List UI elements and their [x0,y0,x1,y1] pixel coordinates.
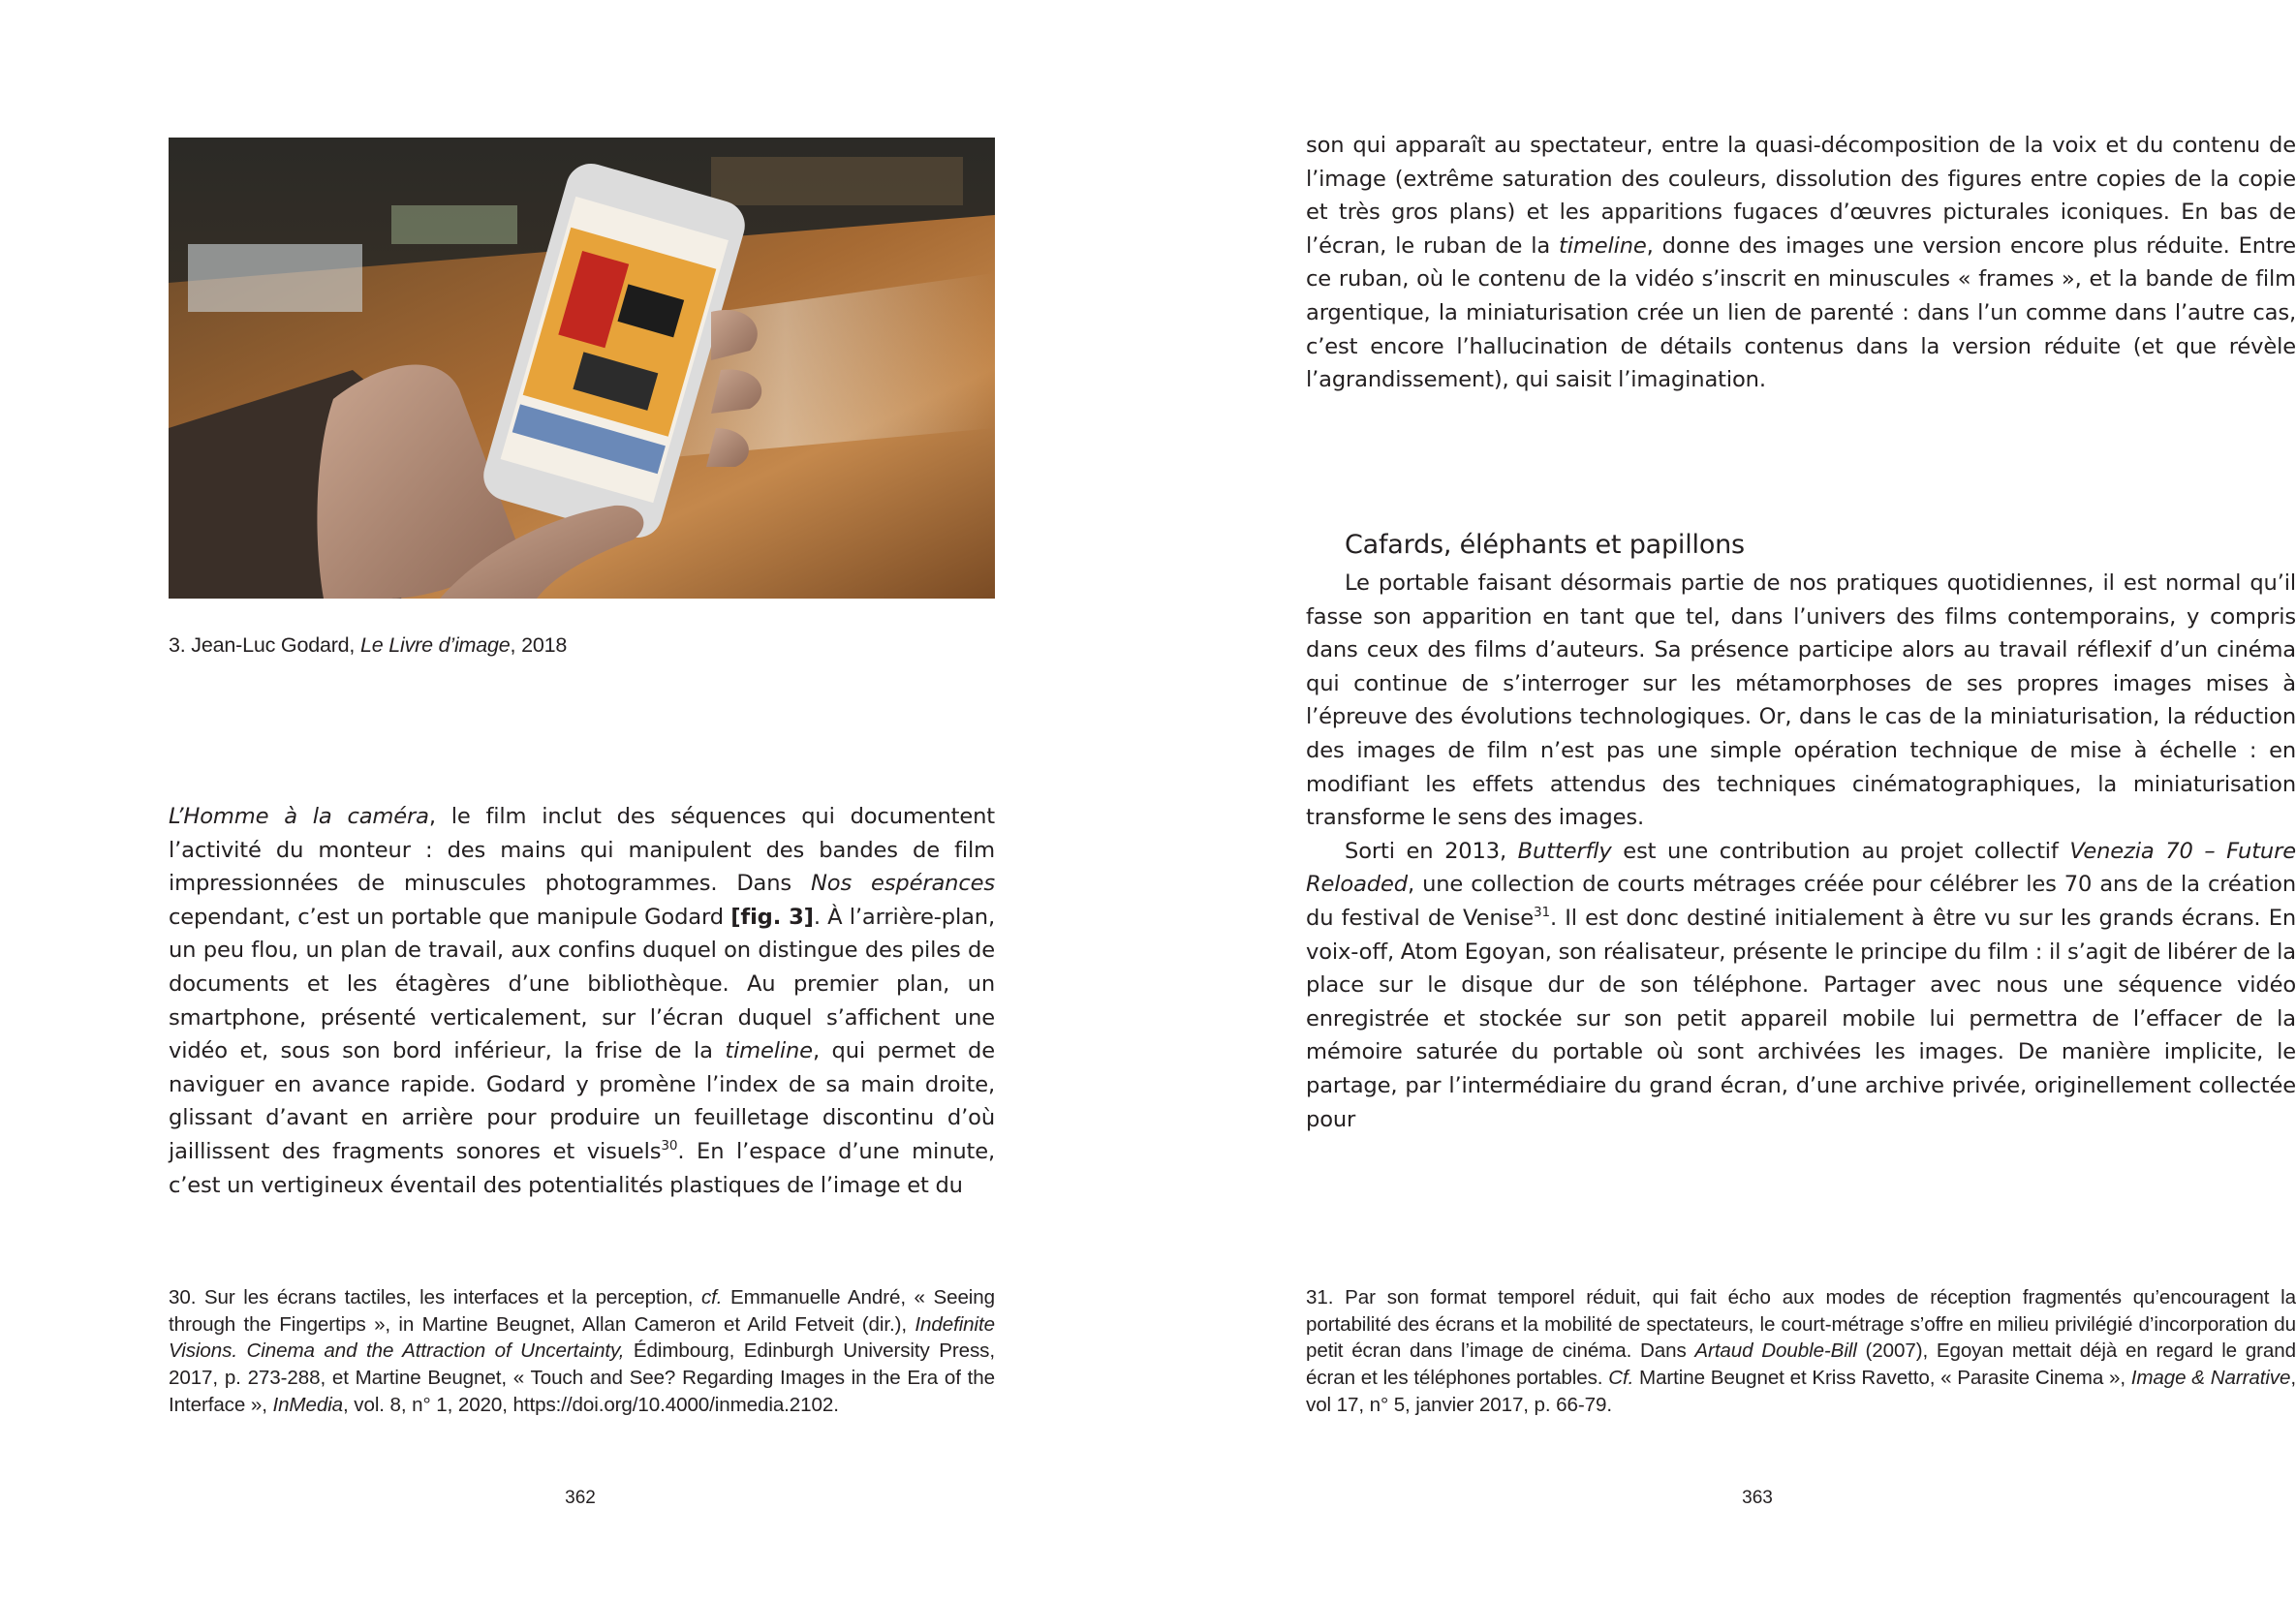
body-text: , donne des images une version encore plus réduite. Entre ce ruban, où le contenu de la vidéo s’inscrit en minuscules « frames », et la bande de film argentique, la miniaturisation crée un lien de parenté : dans l’un comme dans l’autre cas, c’est encore l’hallucination de détails contenus dans la version réduite (et que révèle l’agrandissement), qui saisit l’imagination. [1306,232,2296,393]
page-number: 362 [565,1488,596,1508]
left-page [0,0,1144,1601]
term-italic: timeline [1559,232,1647,259]
footnote-text: , vol 17, n° 5, janvier 2017, p. 66-79. [1306,1367,2296,1416]
right-page [1144,0,2296,1601]
caption-prefix: 3. Jean-Luc Godard, [169,633,360,657]
body-text: , qui permet de naviguer en avance rapide. Godard y promène l’index de sa main droite, glissant d’avant en arrière pour produire un feuilletage discontinu d’où jaillissent des fragments sonores et visuels [169,1038,995,1164]
body-text: . En l’espace d’une minute, c’est un vertigineux éventail des potentialités plastiques de l’image et du [169,1138,995,1198]
body-text: Sorti en 2013, [1345,838,1518,864]
continued-paragraph [1306,129,2296,397]
film-title: Nos espérances [811,871,995,897]
film-title: L’Homme à la caméra [169,804,429,829]
footnote-text: 30. Sur les écrans tactiles, les interfaces et la perception, [169,1286,701,1309]
section-body [1306,567,2296,1136]
left-body-paragraph [169,800,995,1202]
paragraph [1306,835,2296,1136]
caption-suffix: , 2018 [510,633,568,657]
footnote-italic: Cf. [1608,1367,1634,1390]
body-text: , une collection de courts métrages créée pour célébrer les 70 ans de la création du festival de Venise [1306,872,2296,931]
footnote-text: (2007), Egoyan mettait déjà en regard le grand écran et les téléphones portables. [1306,1339,2296,1390]
figure-caption [169,631,995,660]
body-text: son qui apparaît au spectateur, entre la quasi-décomposition de la voix et du contenu de l’image (extrême saturation des couleurs, dissolution des figures entre copies de la copie et très gros plans) et les apparitions fugaces d’œuvres picturales iconiques. En bas de l’écran, le ruban de la [1306,133,2296,259]
body-text: . Il est donc destiné initialement à être vu sur les grands écrans. En voix-off, Atom Egoyan, son réalisateur, présente le principe du film : il s’agit de libérer de la place sur le disque dur de son téléphone. Partager avec nous une séquence vidéo enregistrée et stockée sur son petit appareil mobile lui permettra de l’effacer de la mémoire saturée du portable où sont archivées les images. De manière implicite, le partage, par l’intermédiaire du grand écran, d’une archive privée, originellement collectée pour [1306,905,2296,1132]
body-text: . À l’arrière-plan, un peu flou, un plan de travail, aux confins duquel on distingue des piles de documents et les étagères d’une bibliothèque. Au premier plan, un smartphone, présenté verticalement, sur l’écran duquel s’affichent une vidéo et, sous son bord inférieur, la frise de la [169,904,996,1064]
footnote-text: Emmanuelle André, « Seeing through the Fingertips », in Martine Beugnet, Allan Cameron et Arild Fetveit (dir.), [169,1286,995,1336]
project-title: Venezia 70 – Future Reloaded [1306,838,2296,898]
phone-in-hand-image [169,138,995,599]
film-title: Butterfly [1517,838,1612,864]
footnote-italic: Image & Narrative [2130,1367,2291,1390]
body-text: est une contribution au projet collectif [1611,838,2070,864]
term-italic: timeline [725,1038,813,1064]
section-heading: Cafards, éléphants et papillons [1345,530,1745,560]
footnote-italic: Artaud Double-Bill [1694,1339,1857,1363]
footnote-31 [1306,1284,2296,1419]
footnote-marker: 31 [1534,905,1550,921]
footnote-text: 31. Par son format temporel réduit, qui fait écho aux modes de réception fragmentés qu’encouragent la portabilité des écrans et la mobilité de spectateurs, le court-métrage s’offre en milieu privilégié d’incorporation du petit écran dans l’image de cinéma. Dans [1306,1286,2296,1363]
footnote-text: Édimbourg, Edinburgh University Press, 2017, p. 273-288, et Martine Beugnet, « Touch and See? Regarding Images in the Era of the Interface », [169,1339,996,1416]
footnote-text: Martine Beugnet et Kriss Ravetto, « Parasite Cinema », [1633,1367,2131,1390]
page-number: 363 [1742,1488,1773,1508]
footnote-italic: InMedia [272,1393,344,1416]
footnote-italic: cf. [700,1286,723,1309]
caption-title: Le Livre d’image [359,633,511,657]
body-text: cependant, c’est un portable que manipule Godard [169,904,731,930]
paragraph: Le portable faisant désormais partie de nos pratiques quotidiennes, il est normal qu’il fasse son apparition en tant que tel, dans l’univers des films contemporains, y compris dans ceux des films d’auteurs. Sa présence participe alors au travail réflexif d’un cinéma qui continue de s’interroger sur les métamorphoses de ses propres images mises à l’épreuve des évolutions technologiques. Or, dans le cas de la miniaturisation, la réduction des images de film n’est pas une simple opération technique de mise à échelle : en modifiant les effets attendus des techniques cinématographiques, la miniaturisation transforme le sens des images. [1306,570,2296,831]
footnote-30 [169,1284,995,1419]
figure-reference: [fig. 3] [730,904,814,930]
footnote-italic: Indefinite Visions. Cinema and the Attraction of Uncertainty, [169,1312,995,1363]
footnote-marker: 30 [661,1138,678,1155]
film-still-photo [169,138,995,599]
body-text: , le film inclut des séquences qui documentent l’activité du monteur : des mains qui manipulent des bandes de film impressionnées de minuscules photogrammes. Dans [169,804,995,897]
footnote-text: , vol. 8, n° 1, 2020, https://doi.org/10.4000/inmedia.2102. [343,1393,839,1416]
